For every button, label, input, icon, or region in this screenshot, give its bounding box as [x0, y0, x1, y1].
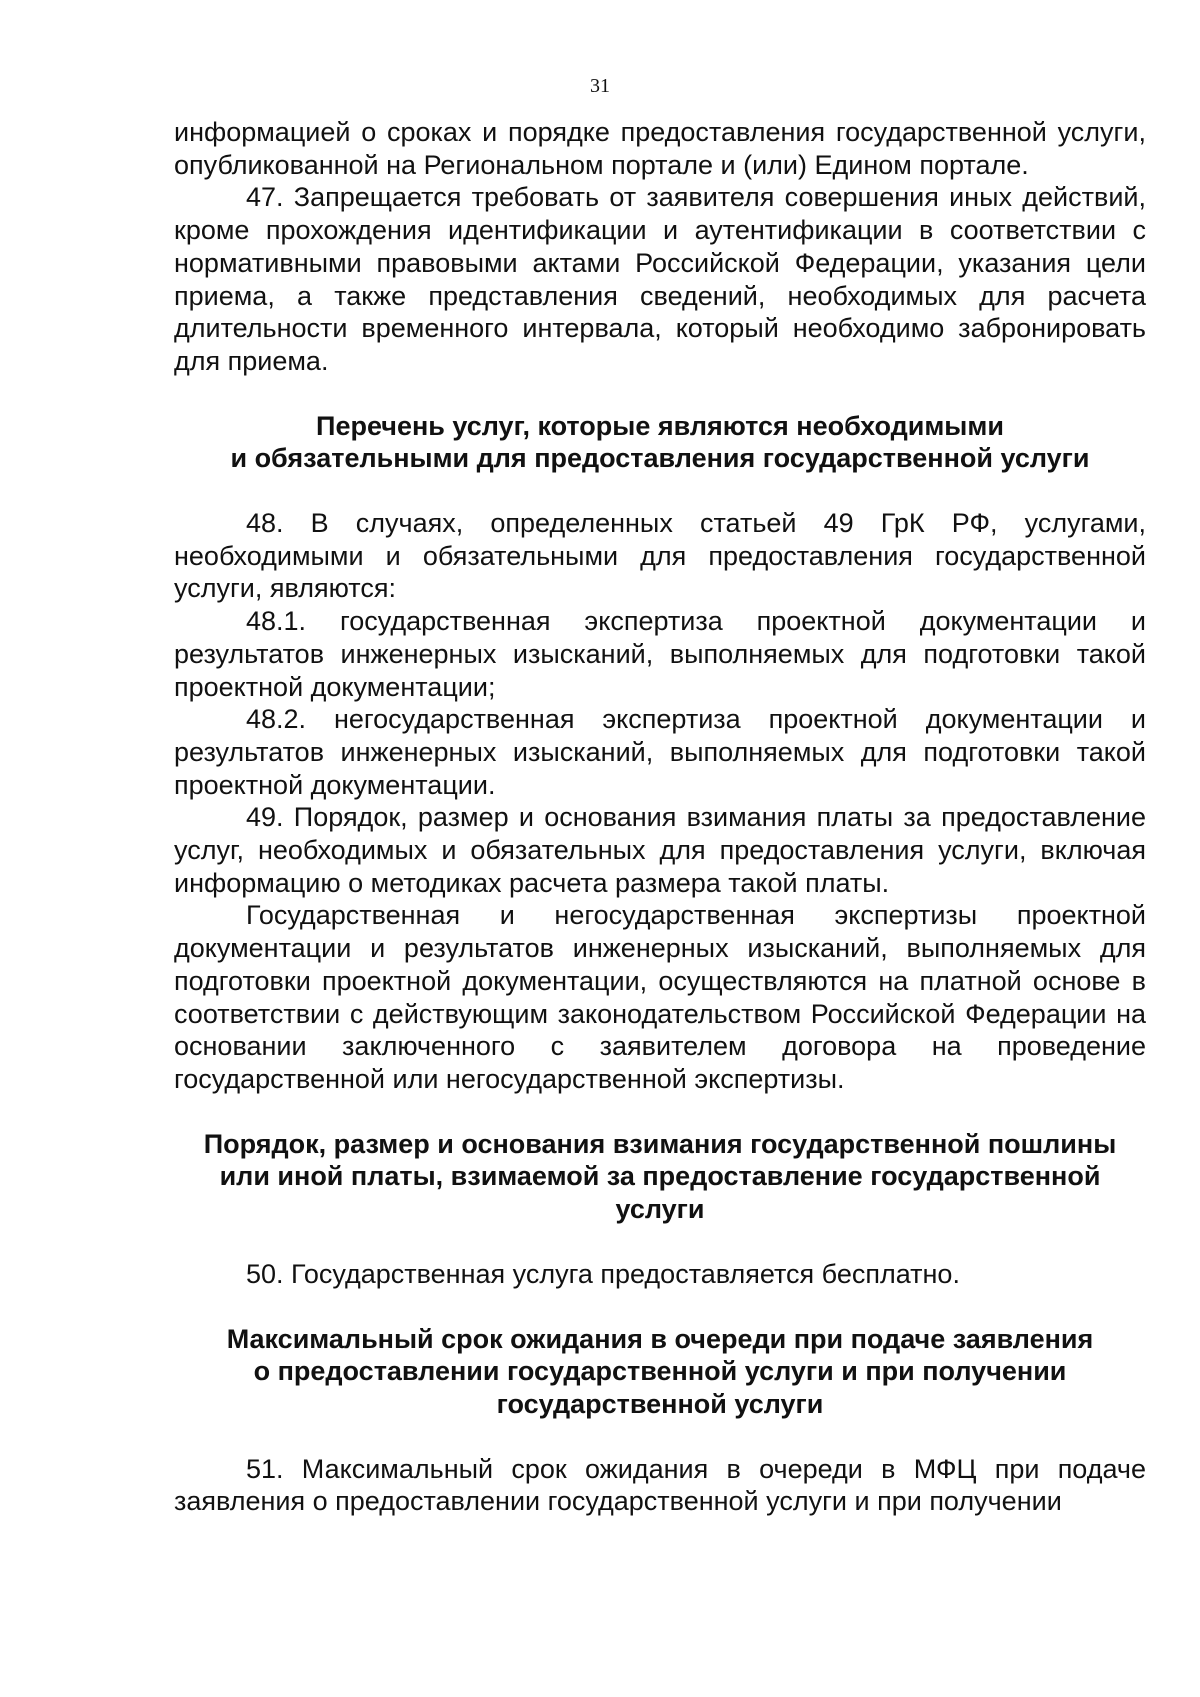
- heading-line: о предоставлении государственной услуги и при получении: [253, 1356, 1067, 1387]
- heading-line: Перечень услуг, которые являются необходимыми: [316, 410, 1004, 441]
- page-number: 31: [590, 75, 610, 97]
- heading-line: услуги: [615, 1194, 705, 1225]
- document-body: [174, 116, 1146, 1518]
- paragraph-48-2: 48.2. негосударственная экспертиза проектной документации и результатов инженерных изысканий, выполняемых для подготовки такой проектной документации.: [174, 704, 1146, 800]
- heading-line: государственной услуги: [496, 1388, 824, 1419]
- section-heading-fee: [174, 1128, 1146, 1226]
- heading-line: и обязательными для предоставления государственной услуги: [230, 443, 1090, 474]
- paragraph-48-1: 48.1. государственная экспертиза проектной документации и результатов инженерных изысканий, выполняемых для подготовки такой проектной документации;: [174, 606, 1146, 702]
- paragraph-49: 49. Порядок, размер и основания взимания платы за предоставление услуг, необходимых и обязательных для предоставления услуги, включая информацию о методиках расчета размера такой платы.: [174, 802, 1146, 898]
- section-heading-required-services: [174, 410, 1146, 475]
- heading-line: Порядок, размер и основания взимания государственной пошлины: [203, 1128, 1117, 1159]
- heading-line: или иной платы, взимаемой за предоставление государственной: [219, 1161, 1101, 1192]
- paragraph-49-continuation: Государственная и негосударственная экспертизы проектной документации и результатов инженерных изысканий, выполняемых для подготовки проектной документации, осуществляются на платной основе в соответствии с действующим законодательством Российской Федерации на основании заключенного с заявителем договора на проведение государственной или негосударственной экспертизы.: [174, 900, 1146, 1094]
- paragraph-50: 50. Государственная услуга предоставляется бесплатно.: [246, 1258, 960, 1289]
- paragraph-51: 51. Максимальный срок ожидания в очереди в МФЦ при подаче заявления о предоставлении государственной услуги и при получении: [174, 1453, 1146, 1517]
- paragraph-continuation: информацией о сроках и порядке предоставления государственной услуги, опубликованной на Региональном портале и (или) Едином портале.: [174, 117, 1146, 180]
- paragraph-48: 48. В случаях, определенных статьей 49 ГрК РФ, услугами, необходимыми и обязательными для предоставления государственной услуги, являются:: [174, 508, 1146, 604]
- heading-line: Максимальный срок ожидания в очереди при подаче заявления: [226, 1323, 1094, 1354]
- paragraph-47: 47. Запрещается требовать от заявителя совершения иных действий, кроме прохождения идентификации и аутентификации в соответствии с нормативными правовыми актами Российской Федерации, указания цели приема, а также представления сведений, необходимых для расчета длительности временного интервала, который необходимо забронировать для приема.: [174, 182, 1146, 376]
- section-heading-waiting-time: [174, 1323, 1146, 1421]
